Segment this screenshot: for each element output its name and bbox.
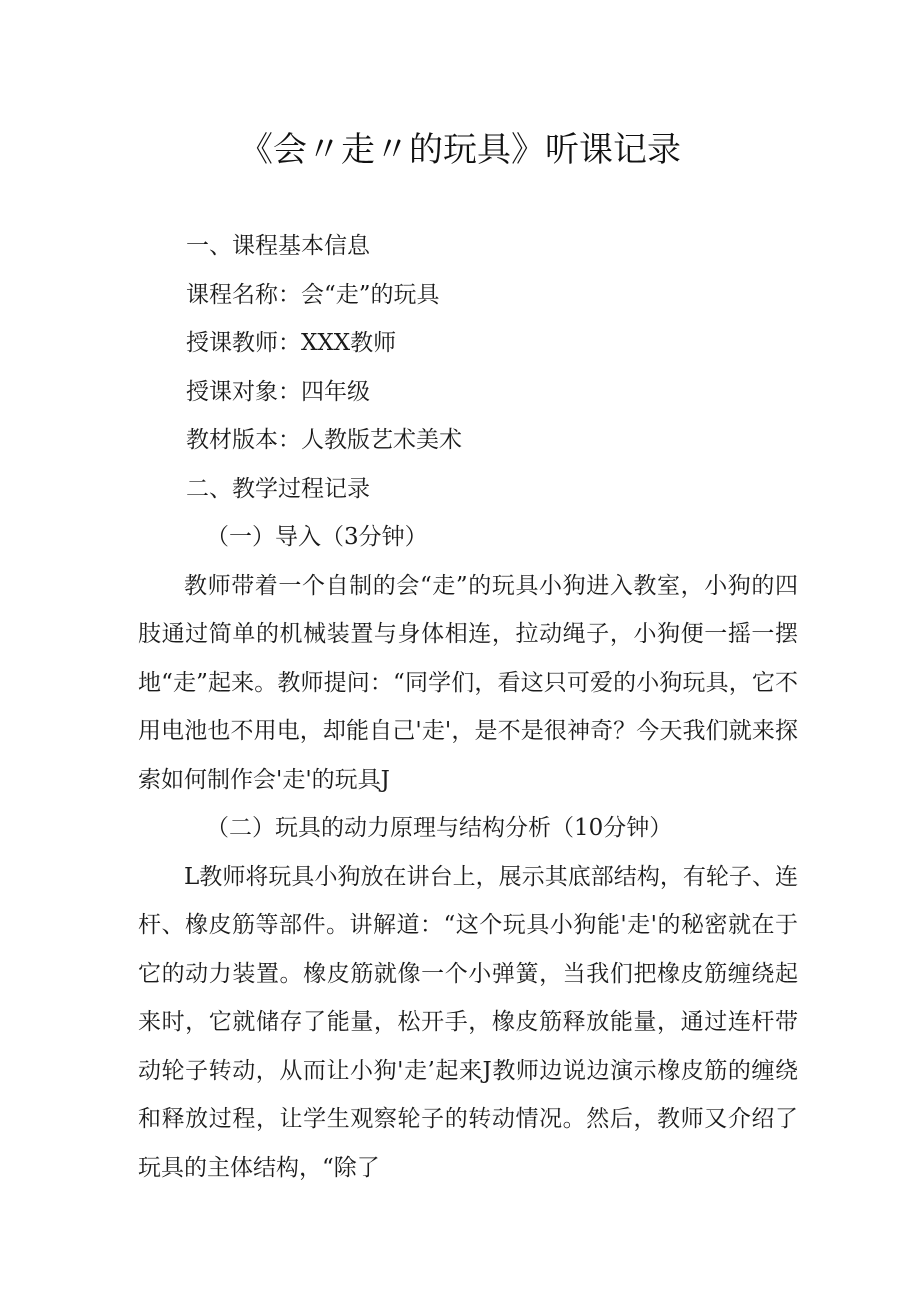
textbook-line: 教材版本：人教版艺术美术 <box>186 427 462 453</box>
audience-line: 授课对象：四年级 <box>186 378 370 405</box>
principle-paragraph: L教师将玩具小狗放在讲台上，展示其底部结构，有轮子、连杆、橡皮筋等部件。讲解道：“这个玩具小狗能'走'的秘密就在于它的动力装置。橡皮筋就像一个小弹簧，当我们把橡皮筋缠绕起来时，它就储存了能量，松开手，橡皮筋释放能量，通过连杆带动轮子转动，从而让小狗'走’起来J教师边说边演示橡皮筋的缠绕和释放过程，让学生观察轮子的转动情况。然后，教师又介绍了玩具的主体结构，“除了 <box>138 863 798 1181</box>
subsection-heading-principle: （二）玩具的动力原理与结构分析（10分钟） <box>206 815 673 841</box>
document-title: 《会〃走〃的玩具》听课记录 <box>239 130 681 170</box>
section-heading-process: 二、教学过程记录 <box>186 475 370 502</box>
course-name-line: 课程名称：会“走”的玩具 <box>186 281 440 308</box>
subsection-heading-intro: （一）导入（3分钟） <box>206 524 428 550</box>
document-body <box>138 222 798 1192</box>
intro-paragraph: 教师带着一个自制的会“走”的玩具小狗进入教室，小狗的四肢通过简单的机械装置与身体相连，拉动绳子，小狗便一摇一摆地“走”起来。教师提问：“同学们，看这只可爱的小狗玩具，它不用电池也不用电，却能自己'走'，是不是很神奇？今天我们就来探索如何制作会'走'的玩具J <box>138 572 798 793</box>
section-heading-basic-info: 一、课程基本信息 <box>186 233 370 259</box>
teacher-line: 授课教师：XXX教师 <box>186 330 397 356</box>
